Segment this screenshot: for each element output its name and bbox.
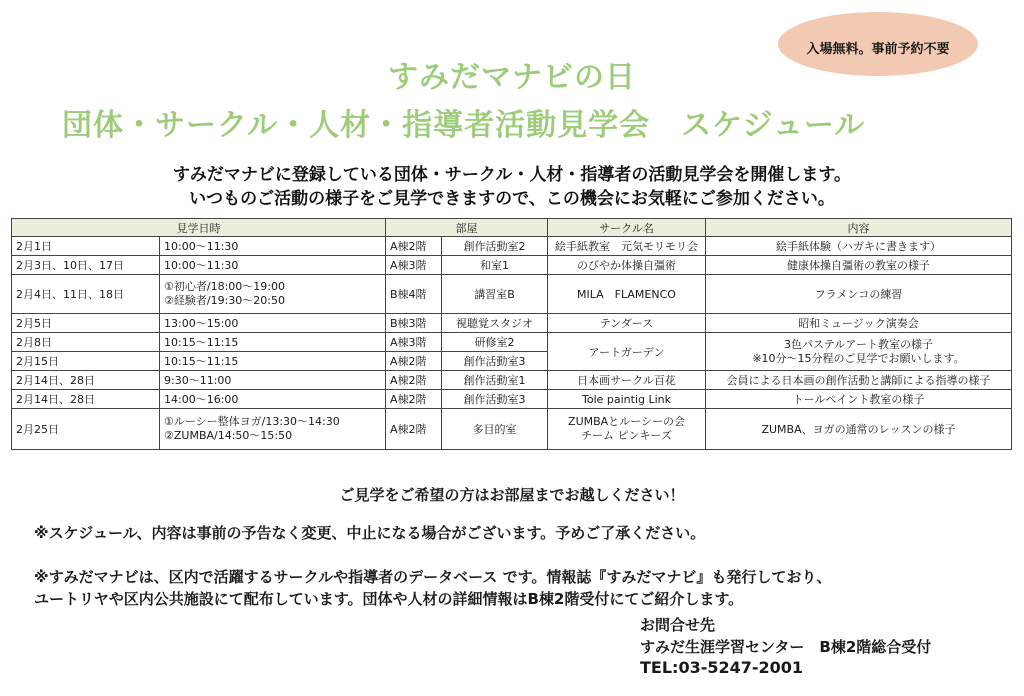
row-room: 視聴覚スタジオ	[442, 314, 548, 333]
table-row	[12, 275, 1012, 314]
row-room: 多目的室	[442, 409, 548, 450]
contact-label: お問合せ先	[640, 616, 716, 634]
row-time-line-1: ①ルーシー整体ヨガ/13:30～14:30	[164, 415, 340, 428]
row-time: 14:00～16:00	[160, 390, 386, 409]
row-building: B棟3階	[386, 314, 442, 333]
row-time-line-1: ①初心者/18:00～19:00	[164, 280, 285, 293]
row-time: 13:00～15:00	[160, 314, 386, 333]
row-circle-line-1: ZUMBAとルーシーの会	[568, 415, 685, 428]
row-time-line-2: ②ZUMBA/14:50～15:50	[164, 429, 293, 442]
row-content: トールペイント教室の様子	[706, 390, 1012, 409]
row-building: A棟3階	[386, 256, 442, 275]
row-room: 創作活動室3	[442, 390, 548, 409]
contact-organization: すみだ生涯学習センター B棟2階総合受付	[640, 638, 932, 656]
row-circle: テンダース	[548, 314, 706, 333]
row-date: 2月8日	[12, 333, 160, 352]
row-circle: Tole paintig Link	[548, 390, 706, 409]
intro-line-1: すみだマナビに登録している団体・サークル・人材・指導者の活動見学会を開催します。	[172, 165, 852, 185]
row-room: 創作活動室3	[442, 352, 548, 371]
row-date: 2月25日	[12, 409, 160, 450]
row-building: A棟3階	[386, 333, 442, 352]
header-circle: サークル名	[548, 219, 706, 237]
row-content	[706, 333, 1012, 371]
table-row	[12, 314, 1012, 333]
row-room: 創作活動室1	[442, 371, 548, 390]
header-room: 部屋	[386, 219, 548, 237]
row-date: 2月4日、11日、18日	[12, 275, 160, 314]
table-row	[12, 409, 1012, 450]
row-content: ZUMBA、ヨガの通常のレッスンの様子	[706, 409, 1012, 450]
row-circle: 日本画サークル百花	[548, 371, 706, 390]
badge-text: 入場無料。事前予約不要	[806, 41, 950, 57]
row-time	[160, 275, 386, 314]
row-time: 10:15～11:15	[160, 352, 386, 371]
row-circle	[548, 409, 706, 450]
row-circle: MILA FLAMENCO	[548, 275, 706, 314]
row-circle: 絵手紙教室 元気モリモリ会	[548, 237, 706, 256]
header-content: 内容	[706, 219, 1012, 237]
table-row	[12, 237, 1012, 256]
row-time: 10:00～11:30	[160, 237, 386, 256]
row-time: 10:00～11:30	[160, 256, 386, 275]
table-row	[12, 390, 1012, 409]
row-date: 2月1日	[12, 237, 160, 256]
row-date: 2月15日	[12, 352, 160, 371]
row-content-line-1: 3色パステルアート教室の様子	[784, 337, 933, 351]
row-building: A棟2階	[386, 371, 442, 390]
database-note-line-1: ※すみだマナビは、区内で活躍するサークルや指導者のデータベース です。情報誌『すみだマナビ』も発行しており、	[34, 568, 832, 586]
table-row	[12, 371, 1012, 390]
row-circle: のびやか体操自彊術	[548, 256, 706, 275]
title-line-2: 団体・サークル・人材・指導者活動見学会 スケジュール	[62, 108, 866, 143]
row-building: A棟2階	[386, 352, 442, 371]
row-building: A棟2階	[386, 237, 442, 256]
schedule-change-note: ※スケジュール、内容は事前の予告なく変更、中止になる場合がございます。予めご了承ください。	[34, 524, 706, 542]
row-building: A棟2階	[386, 409, 442, 450]
row-content-line-2: ※10分～15分程のご見学でお願いします。	[752, 351, 965, 365]
row-time: 9:30～11:00	[160, 371, 386, 390]
row-content: 健康体操自彊術の教室の様子	[706, 256, 1012, 275]
row-room: 講習室B	[442, 275, 548, 314]
row-room: 和室1	[442, 256, 548, 275]
row-date: 2月14日、28日	[12, 390, 160, 409]
row-time-line-2: ②経験者/19:30～20:50	[164, 294, 285, 307]
row-content: 会員による日本画の創作活動と講師による指導の様子	[706, 371, 1012, 390]
schedule-table	[11, 218, 1012, 450]
row-room: 創作活動室2	[442, 237, 548, 256]
row-building: B棟4階	[386, 275, 442, 314]
row-circle-line-2: チーム ピンキーズ	[581, 429, 672, 442]
intro-line-2: いつものご活動の様子をご見学できますので、この機会にお気軽にご参加ください。	[189, 189, 835, 209]
title-line-1: すみだマナビの日	[388, 60, 636, 95]
row-time	[160, 409, 386, 450]
contact-phone: TEL:03-5247-2001	[640, 658, 804, 677]
row-content: 昭和ミュージック演奏会	[706, 314, 1012, 333]
row-circle: アートガーデン	[548, 333, 706, 371]
row-date: 2月14日、28日	[12, 371, 160, 390]
row-building: A棟2階	[386, 390, 442, 409]
row-date: 2月5日	[12, 314, 160, 333]
row-content: 絵手紙体験（ハガキに書きます）	[706, 237, 1012, 256]
database-note-line-2: ユートリヤや区内公共施設にて配布しています。団体や人材の詳細情報はB棟2階受付にてご紹介します。	[34, 590, 744, 608]
row-date: 2月3日、10日、17日	[12, 256, 160, 275]
table-row	[12, 333, 1012, 352]
row-room: 研修室2	[442, 333, 548, 352]
row-content: フラメンコの練習	[706, 275, 1012, 314]
visit-invitation: ご見学をご希望の方はお部屋までお越しください！	[339, 486, 685, 504]
table-row	[12, 256, 1012, 275]
header-date: 見学日時	[12, 219, 386, 237]
row-time: 10:15～11:15	[160, 333, 386, 352]
table-header-row	[12, 219, 1012, 237]
